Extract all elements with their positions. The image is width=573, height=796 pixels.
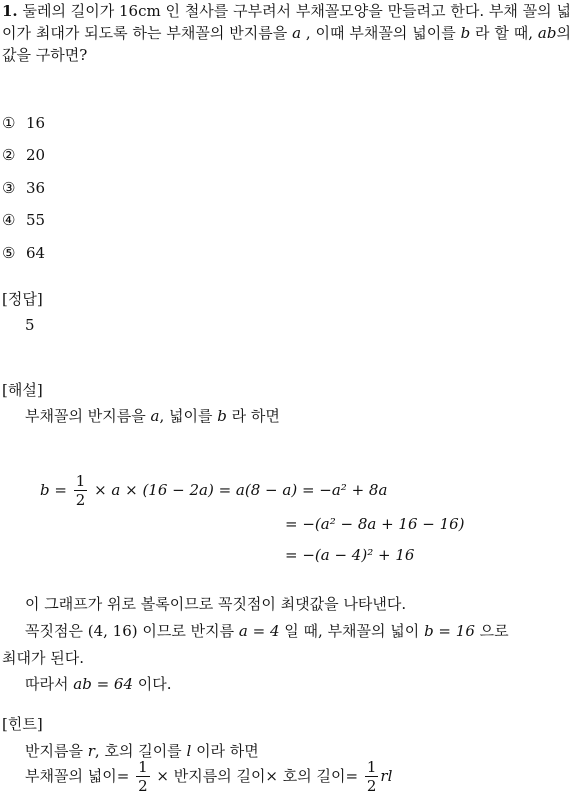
hint-l1-c: 이라 하면	[196, 742, 259, 760]
question-line3-a: 라 할 때,	[475, 24, 534, 42]
question-line1-b: 인 철사를 구부려서 부채꼴모양을 만들려고 한다. 부채	[165, 2, 518, 20]
choice-mark: ③	[2, 179, 16, 197]
hint-l1-l: l	[186, 742, 192, 760]
choice-value: 36	[26, 179, 46, 197]
solution-paragraph-2	[25, 624, 509, 639]
choice-3[interactable]	[2, 181, 45, 196]
hint-l1-r: r	[87, 742, 95, 760]
question-var-ab: ab	[537, 24, 557, 42]
fraction-denominator: 2	[366, 777, 377, 795]
choice-value: 16	[26, 114, 46, 132]
solution-intro-b: , 넓이를	[159, 407, 213, 425]
choice-mark: ⑤	[2, 244, 16, 262]
hint-fraction-1	[136, 760, 150, 794]
choice-mark: ④	[2, 211, 16, 229]
solution-label: [해설]	[2, 381, 43, 399]
solution-intro-c: 라 하면	[231, 407, 280, 425]
equation-line-3: = −(a − 4)² + 16	[285, 546, 415, 564]
hint-label: [힌트]	[2, 715, 43, 733]
hint-line-2	[25, 760, 392, 794]
equation-line-2: = −(a² − 8a + 16 − 16)	[285, 515, 465, 533]
solution-intro-a: 부채꼴의 반지름을	[25, 407, 146, 425]
fraction-numerator: 1	[366, 758, 377, 776]
equation-lhs: b =	[40, 481, 67, 499]
solution-intro-var-a: a	[150, 407, 160, 425]
choice-1[interactable]	[2, 116, 45, 131]
hint-line-1	[25, 744, 259, 759]
answer-label: [정답]	[2, 290, 43, 308]
solution-intro-var-b: b	[217, 407, 227, 425]
hint-l2-b: × 반지름의 길이× 호의 길이=	[156, 767, 359, 785]
p3-a: 따라서	[25, 675, 69, 693]
hint-l2-rl: rl	[380, 767, 393, 785]
hint-l2-a: 부채꼴의 넓이=	[25, 767, 130, 785]
question-var-a: a	[292, 24, 302, 42]
hint-fraction-2	[365, 760, 379, 794]
choice-2[interactable]	[2, 148, 45, 163]
choice-mark: ①	[2, 114, 16, 132]
fraction-denominator: 2	[138, 777, 148, 795]
p2-eq-b: b = 16	[424, 622, 475, 640]
choice-value: 64	[26, 244, 46, 262]
p2-c: 일 때, 부채꼴의 넓이	[284, 622, 420, 640]
solution-intro	[25, 409, 280, 424]
p2-a: 꼭짓점은	[25, 622, 83, 640]
equation-rhs: × a × (16 − 2a) = a(8 − a) = −a² + 8a	[94, 481, 388, 499]
p3-b: 이다.	[137, 675, 172, 693]
choice-5[interactable]	[2, 246, 45, 261]
p2-vertex: (4, 16)	[87, 622, 138, 640]
fraction-numerator: 1	[75, 472, 86, 490]
solution-paragraph-2-cont: 최대가 된다.	[2, 649, 84, 667]
question-line3-b: 의 값을 구하면?	[2, 24, 571, 64]
fraction-denominator: 2	[75, 491, 86, 509]
fraction-numerator: 1	[138, 758, 148, 776]
question-text	[2, 0, 571, 66]
p3-eq: ab = 64	[73, 675, 134, 693]
solution-paragraph-1: 이 그래프가 위로 볼록이므로 꼭짓점이 최댓값을 나타낸다.	[25, 595, 407, 613]
p2-d: 으로	[479, 622, 509, 640]
choice-4[interactable]	[2, 213, 45, 228]
choice-mark: ②	[2, 146, 16, 164]
p2-eq-a: a = 4	[238, 622, 280, 640]
question-perimeter: 16cm	[119, 2, 161, 20]
question-var-b: b	[460, 24, 471, 42]
choice-value: 55	[26, 211, 46, 229]
solution-paragraph-3	[25, 677, 172, 692]
answer-value: 5	[25, 316, 35, 334]
choice-value: 20	[26, 146, 46, 164]
question-number: 1.	[2, 2, 18, 20]
equation-line-1	[40, 474, 387, 508]
fraction-half	[74, 474, 88, 508]
hint-l1-b: , 호의 길이를	[94, 742, 182, 760]
hint-l1-a: 반지름을	[25, 742, 83, 760]
question-line2-b: , 이때 부채꼴의 넓이를	[305, 24, 456, 42]
p2-b: 이므로 반지름	[142, 622, 235, 640]
question-line2-a: 꼴의 넓이가 최대가 되도록 하는 부채꼴의 반지름을	[2, 2, 571, 42]
question-line1-a: 둘레의 길이가	[22, 2, 115, 20]
